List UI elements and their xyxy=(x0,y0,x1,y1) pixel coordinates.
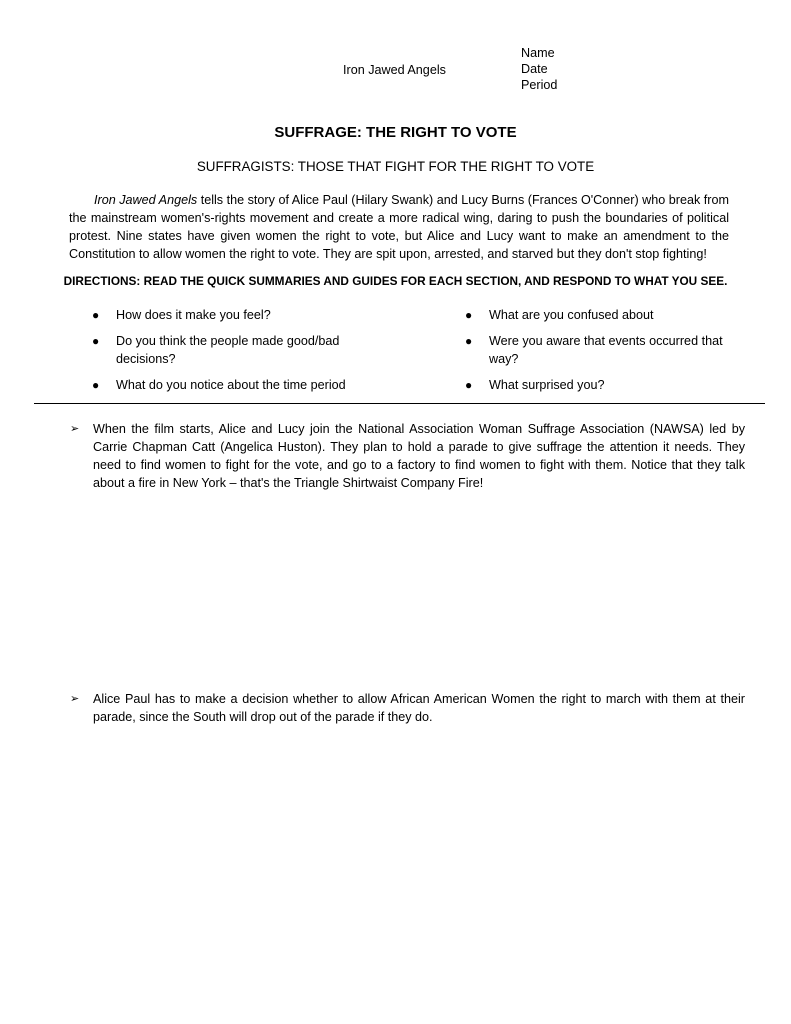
page-title: SUFFRAGE: THE RIGHT TO VOTE xyxy=(274,124,517,141)
list-item-text: What are you confused about xyxy=(489,308,654,322)
summary-section-2 xyxy=(70,690,745,726)
directions-text: DIRECTIONS: READ THE QUICK SUMMARIES AND GUIDES FOR EACH SECTION, AND RESPOND TO WHAT YOU SEE. xyxy=(63,274,728,288)
list-item xyxy=(465,376,735,394)
film-title: Iron Jawed Angels xyxy=(343,63,446,77)
list-item xyxy=(92,332,362,368)
list-item xyxy=(465,306,735,324)
bullet-icon: ● xyxy=(465,334,473,348)
bullet-icon: ● xyxy=(92,334,100,348)
summary-text: Alice Paul has to make a decision whether to allow African American Women the right to march with them at their parade, since the South will drop out of the parade if they do. xyxy=(93,692,745,724)
guide-questions-right xyxy=(465,306,735,402)
name-label: Name xyxy=(521,46,555,60)
intro-paragraph xyxy=(69,191,729,263)
list-item xyxy=(92,376,362,394)
arrow-bullet-icon: ➢ xyxy=(70,693,80,705)
bullet-icon: ● xyxy=(92,378,100,392)
intro-text: tells the story of Alice Paul (Hilary Swank) and Lucy Burns (Frances O'Conner) who break from the mainstream women's-rights movement and create a more radical wing, daring to push the boundaries of political protest. Nine states have given women the right to vote, but Alice and Lucy want to make an amendment to the Constitution to allow women the right to vote. They are spit upon, arrested, and starved but they don't stop fighting! xyxy=(69,193,729,261)
summary-section-1 xyxy=(70,420,745,492)
list-item xyxy=(465,332,735,368)
list-item-text: Were you aware that events occurred that way? xyxy=(489,334,723,366)
list-item xyxy=(92,306,362,324)
list-item-text: How does it make you feel? xyxy=(116,308,271,322)
page-subtitle: SUFFRAGISTS: THOSE THAT FIGHT FOR THE RIGHT TO VOTE xyxy=(196,159,595,174)
intro-film-title: Iron Jawed Angels xyxy=(94,193,198,207)
list-item-text: Do you think the people made good/bad decisions? xyxy=(116,334,340,366)
guide-questions-left xyxy=(92,306,362,402)
summary-text: When the film starts, Alice and Lucy join the National Association Woman Suffrage Association (NAWSA) led by Carrie Chapman Catt (Angelica Huston). They plan to hold a parade to give suffrage the attention it needs. They need to find women to fight for the vote, and go to a factory to find women to fight with them. Notice that they talk about a fire in New York – that's the Triangle Shirtwaist Company Fire! xyxy=(93,422,745,490)
list-item-text: What do you notice about the time period xyxy=(116,378,346,392)
period-label: Period xyxy=(521,78,558,92)
date-label: Date xyxy=(521,62,548,76)
bullet-icon: ● xyxy=(92,308,100,322)
student-info-fields xyxy=(521,45,557,93)
arrow-bullet-icon: ➢ xyxy=(70,423,80,435)
bullet-icon: ● xyxy=(465,378,473,392)
bullet-icon: ● xyxy=(465,308,473,322)
list-item-text: What surprised you? xyxy=(489,378,605,392)
section-divider xyxy=(34,403,765,404)
